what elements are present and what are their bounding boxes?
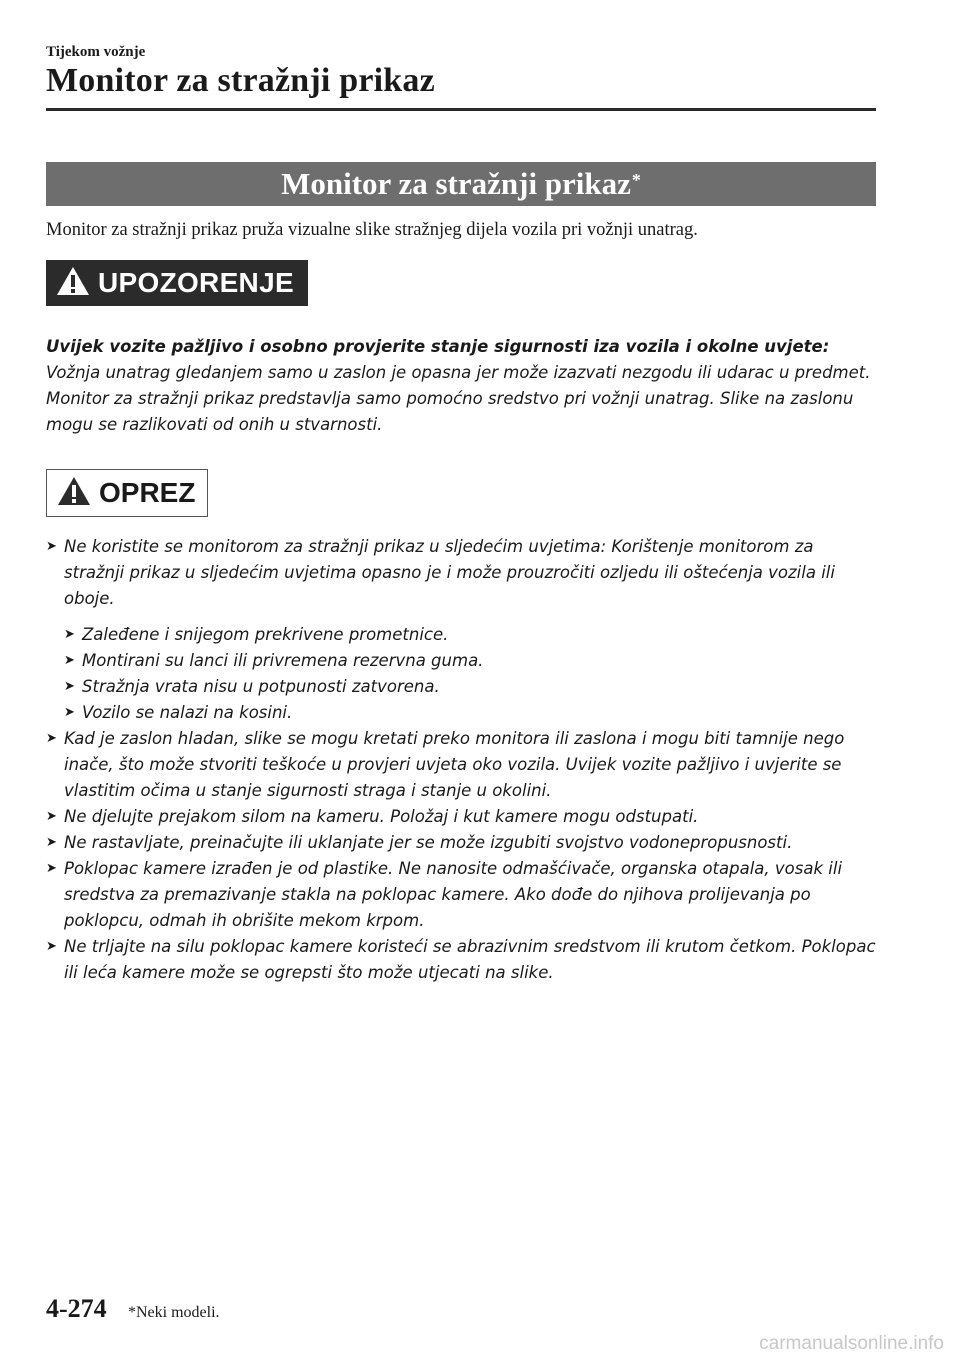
bullet-arrow-icon: ➤ [46, 539, 57, 554]
page-number: 4-274 [46, 1294, 107, 1323]
bullet-arrow-icon: ➤ [64, 653, 75, 668]
page-heading: Monitor za stražnji prikaz [46, 62, 435, 99]
warning-body: Vožnja unatrag gledanjem samo u zaslon je opasna jer može izazvati nezgodu ili udarac u predmet. Monitor za stražnji prikaz predstavlja samo pomoćno sredstvo pri vožnji unatrag. Slike na zaslonu mogu se razlikovati od onih u stvarnosti. [46, 363, 871, 434]
warning-badge-label: UPOZORENJE [98, 267, 294, 298]
caution-list [46, 534, 876, 986]
warning-lead: Uvijek vozite pažljivo i osobno provjerite stanje sigurnosti iza vozila i okolne uvjete: [46, 337, 830, 356]
warning-triangle-icon [56, 266, 90, 301]
title-banner-text: Monitor za stražnji prikaz [281, 166, 631, 201]
bullet-arrow-icon: ➤ [64, 705, 75, 720]
bullet-arrow-icon: ➤ [46, 861, 57, 876]
list-item: ➤ Ne rastavljate, preinačujte ili uklanjate jer se može izgubiti svojstvo vodonepropusnosti. [46, 830, 876, 856]
sub-list-item: ➤ Vozilo se nalazi na kosini. [64, 700, 876, 726]
caution-badge [46, 469, 208, 517]
intro-paragraph: Monitor za stražnji prikaz pruža vizualne slike stražnjeg dijela vozila pri vožnji unatrag. [46, 220, 698, 240]
sub-list [46, 622, 876, 726]
warning-text [46, 334, 876, 438]
caution-badge-label: OPREZ [99, 477, 196, 508]
list-item: ➤ Ne djelujte prejakom silom na kameru. Položaj i kut kamere mogu odstupati. [46, 804, 876, 830]
list-item: ➤ Kad je zaslon hladan, slike se mogu kretati preko monitora ili zaslona i mogu biti tamnije nego inače, što može stvoriti teškoće u provjeri uvjeta oko vozila. Uvijek vozite pažljivo i uvjerite se vlastitim očima u stanje sigurnosti straga i stanje u okolini. [46, 726, 876, 804]
watermark: carmanualsonline.info [759, 1333, 944, 1354]
sub-list-item: ➤ Stražnja vrata nisu u potpunosti zatvorena. [64, 674, 876, 700]
bullet-arrow-icon: ➤ [46, 835, 57, 850]
title-banner [46, 162, 876, 206]
list-item: ➤ Ne koristite se monitorom za stražnji prikaz u sljedećim uvjetima: Korištenje monitorom za stražnji prikaz u sljedećim uvjetima opasno je i može prouzročiti ozljedu ili oštećenja vozila ili oboje. [46, 534, 876, 612]
caution-triangle-icon [57, 476, 91, 511]
title-banner-marker: * [631, 169, 641, 190]
heading-rule [46, 108, 876, 111]
bullet-arrow-icon: ➤ [64, 679, 75, 694]
list-item: ➤ Poklopac kamere izrađen je od plastike. Ne nanosite odmašćivače, organska otapala, vosak ili sredstva za premazivanje stakla na poklopac kamere. Ako dođe do njihova prolijevanja po poklopcu, odmah ih obrišite mekom krpom. [46, 856, 876, 934]
bullet-arrow-icon: ➤ [46, 731, 57, 746]
bullet-arrow-icon: ➤ [46, 809, 57, 824]
list-item: ➤ Ne trljajte na silu poklopac kamere koristeći se abrazivnim sredstvom ili krutom četkom. Poklopac ili leća kamere može se ogrepsti što može utjecati na slike. [46, 934, 876, 986]
bullet-arrow-icon: ➤ [46, 939, 57, 954]
section-label: Tijekom vožnje [46, 44, 146, 60]
sub-list-item: ➤ Montirani su lanci ili privremena rezervna guma. [64, 648, 876, 674]
warning-badge [46, 260, 308, 306]
sub-list-item: ➤ Zaleđene i snijegom prekrivene prometnice. [64, 622, 876, 648]
footnote: *Neki modeli. [128, 1304, 220, 1321]
bullet-arrow-icon: ➤ [64, 627, 75, 642]
